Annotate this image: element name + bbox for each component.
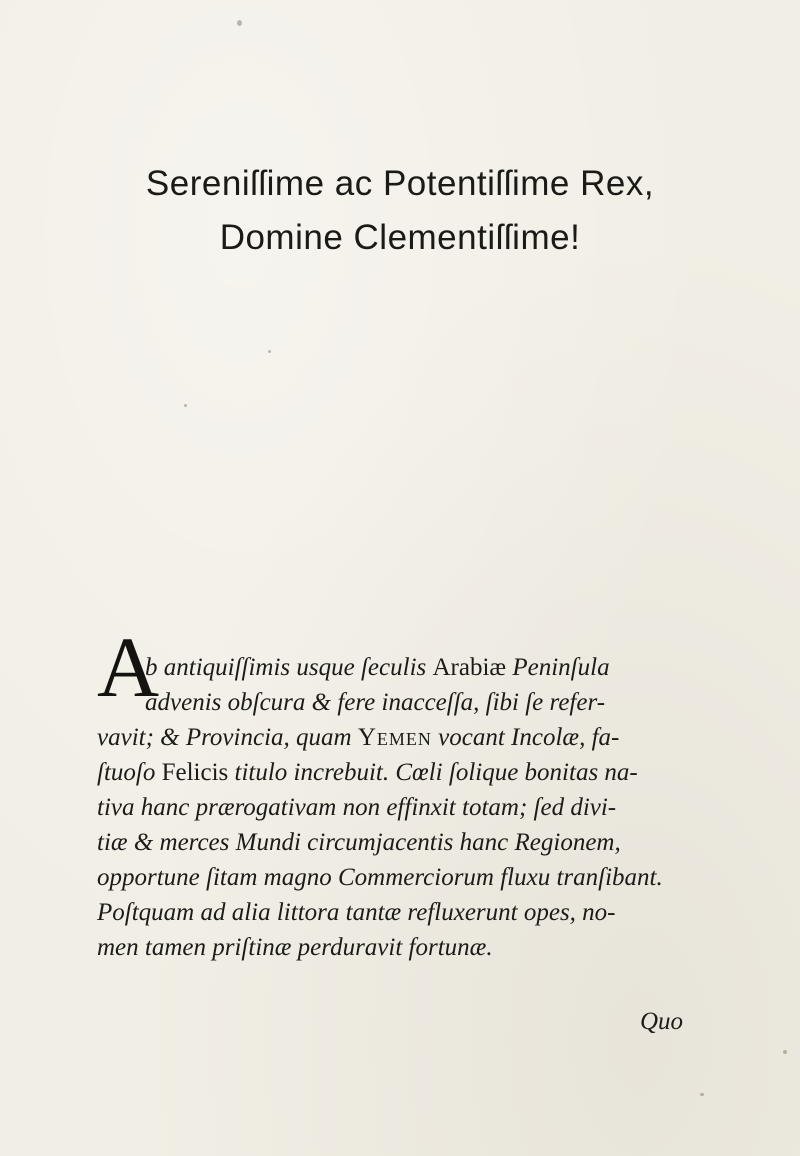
text-line: tiæ & merces Mundi circumjacentis hanc Regionem,	[97, 829, 621, 856]
text-line: ſtuoſo Felicis titulo increbuit. Cœli ſolique bonitas na-	[97, 759, 638, 786]
paper-speck	[184, 404, 187, 407]
text-line: vavit; & Provincia, quam Yemen vocant Incolæ, fa-	[97, 724, 620, 751]
text-line: tiva hanc prærogativam non effinxit totam; ſed divi-	[97, 794, 617, 821]
text-line: b antiquiſſimis usque ſeculis Arabiæ Peninſula	[145, 654, 610, 681]
text-line: opportune ſitam magno Commerciorum fluxu tranſibant.	[97, 864, 663, 891]
text-line: men tamen priſtinæ perduravit fortunæ.	[97, 934, 493, 961]
catchword: Quo	[640, 1008, 684, 1035]
salutation-line-2: Domine Clementiſſime!	[219, 218, 581, 257]
salutation-line-1: Sereniſſime ac Potentiſſime Rex,	[145, 164, 655, 203]
text-line: advenis obſcura & fere inacceſſa, ſibi ſe refer-	[145, 689, 606, 716]
text-line: Poſtquam ad alia littora tantæ refluxerunt opes, no-	[97, 899, 616, 926]
dedication-paragraph	[97, 650, 713, 965]
paper-speck	[268, 350, 271, 353]
paper-speck	[700, 1093, 704, 1096]
drop-cap: A	[97, 619, 160, 715]
paper-speck	[783, 1050, 787, 1054]
paper-speck	[237, 20, 242, 26]
